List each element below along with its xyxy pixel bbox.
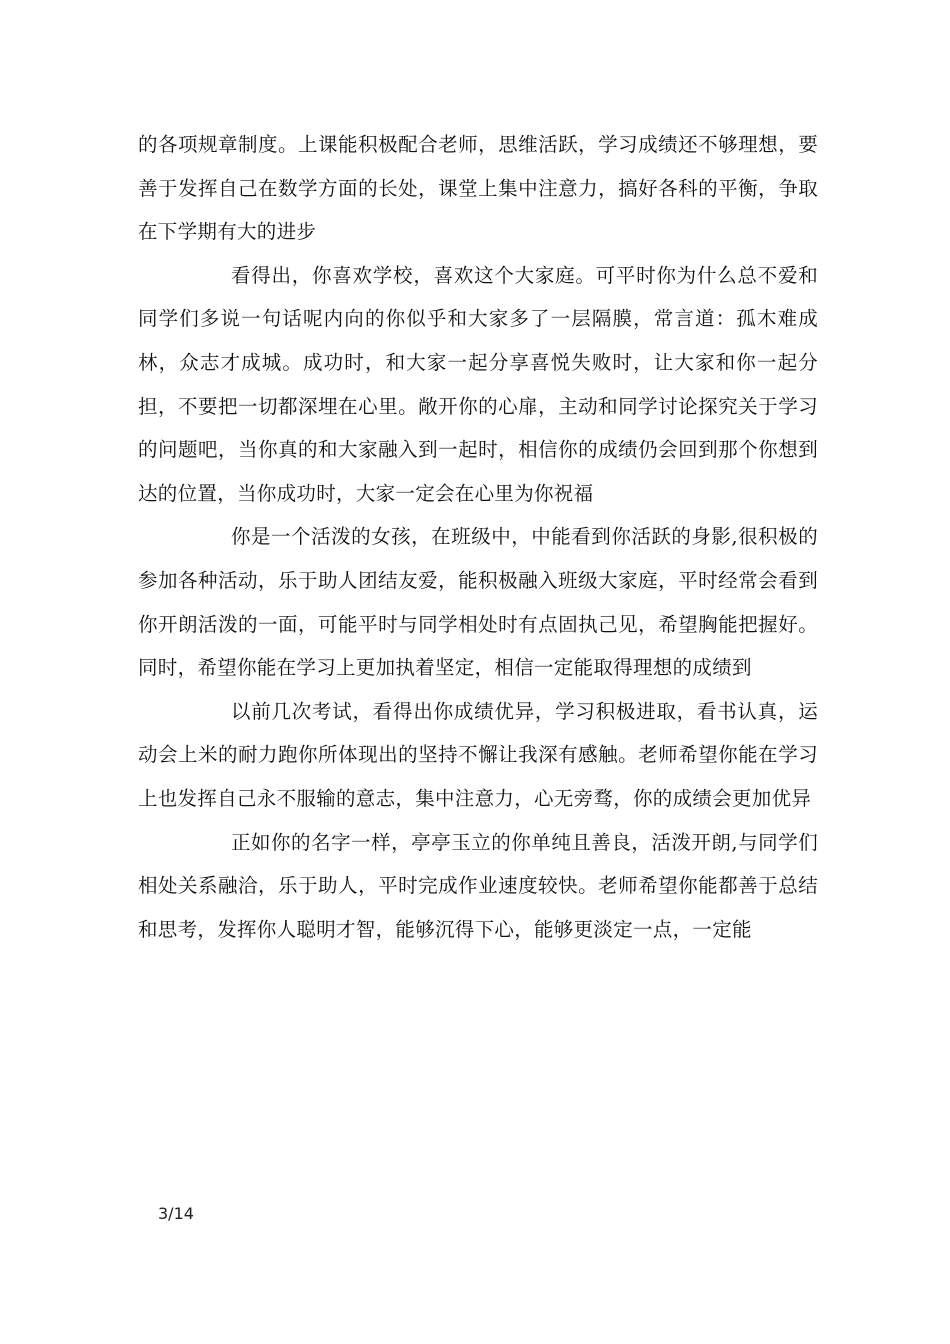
paragraph-3: 你是一个活泼的女孩，在班级中，中能看到你活跃的身影,很积极的参加各种活动，乐于助人团结友爱，能积极融入班级大家庭，平时经常会看到你开朗活泼的一面，可能平时与同学相处时有点固执己见，希望胸能把握好。同时，希望你能在学习上更加执着坚定，相信一定能取得理想的成绩到 [138,525,818,680]
paragraph-2: 看得出，你喜欢学校，喜欢这个大家庭。可平时你为什么总不爱和同学们多说一句话呢内向的你似乎和大家多了一层隔膜，常言道：孤木难成林，众志才成城。成功时，和大家一起分享喜悦失败时，让大家和你一起分担，不要把一切都深埋在心里。敞开你的心扉，主动和同学讨论探究关于学习的问题吧，当你真的和大家融入到一起时，相信你的成绩仍会回到那个你想到达的位置，当你成功时，大家一定会在心里为你祝福 [138,263,818,505]
body-text [138,123,818,951]
paragraph-4: 以前几次考试，看得出你成绩优异，学习积极进取，看书认真，运动会上米的耐力跑你所体现出的坚持不懈让我深有感触。老师希望你能在学习上也发挥自己永不服输的意志，集中注意力，心无旁骛，你的成绩会更加优异 [138,699,818,810]
paragraph-1: 的各项规章制度。上课能积极配合老师，思维活跃，学习成绩还不够理想，要善于发挥自己在数学方面的长处，课堂上集中注意力，搞好各科的平衡，争取在下学期有大的进步 [138,133,818,244]
paragraph-5: 正如你的名字一样，亭亭玉立的你单纯且善良，活泼开朗,与同学们相处关系融洽，乐于助人，平时完成作业速度较快。老师希望你能都善于总结和思考，发挥你人聪明才智，能够沉得下心，能够更淡定一点，一定能 [138,830,818,941]
page-number: 3/14 [158,1204,194,1223]
